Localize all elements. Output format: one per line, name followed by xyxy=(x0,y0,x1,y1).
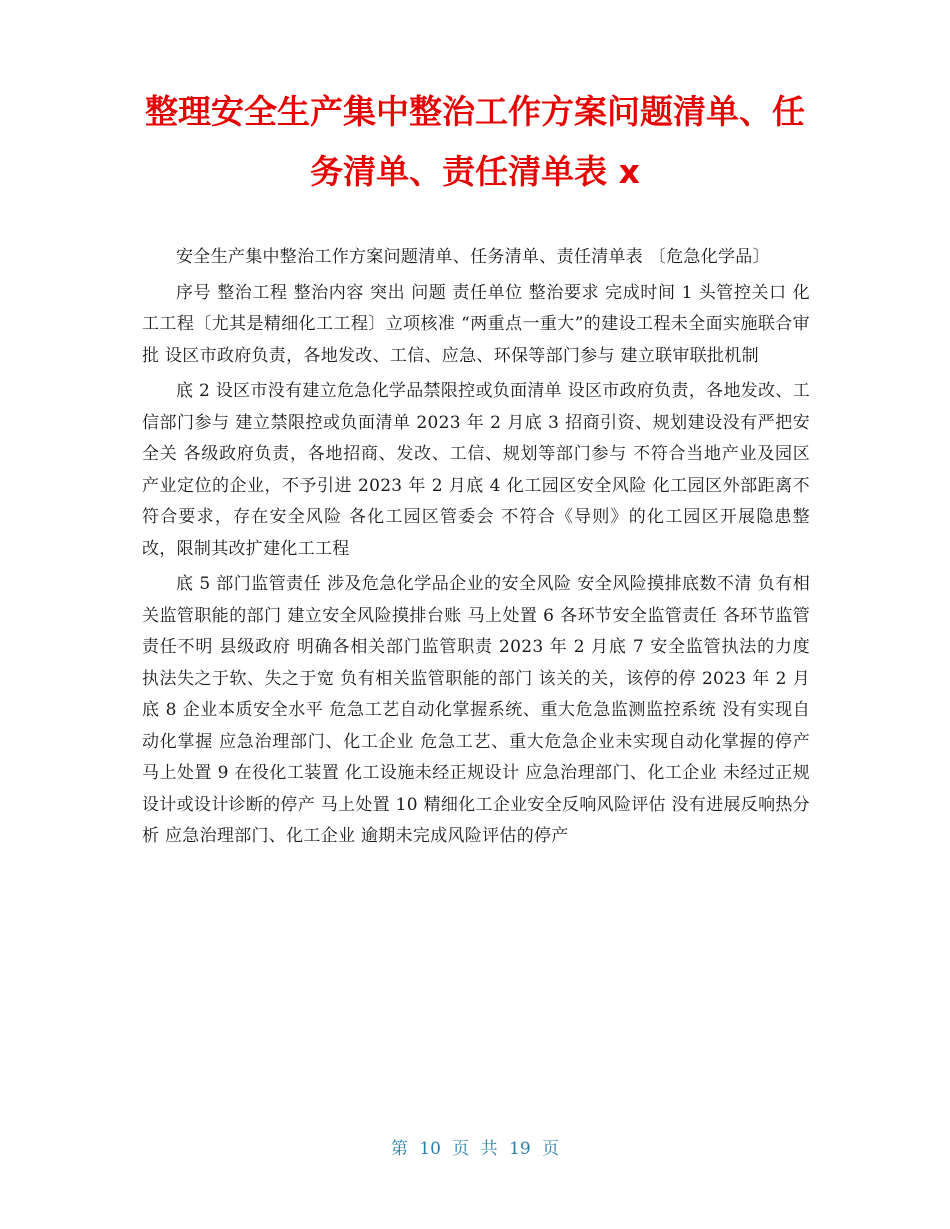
paragraph-subtitle: 安全生产集中整治工作方案问题清单、任务清单、责任清单表 〔危急化学品〕 xyxy=(176,247,770,267)
page-title: 整理安全生产集中整治工作方案问题清单、任务清单、责任清单表 x xyxy=(145,92,805,191)
paragraph-items-2-4: 底 2 设区市没有建立危急化学品禁限控或负面清单 设区市政府负责，各地发改、工信部门参与 建立禁限控或负面清单 2023 年 2 月底 3 招商引资、规划建设没有严把安全关 各级政府负责，各地招商、发改、工信、规划等部门参与 不符合当地产业及园区产业定位的企业，不予引进 2023 年 2 月底 4 化工园区安全风险 化工园区外部距离不符合要求，存在安全风险 各化工园区管委会 不符合《导则》的化工园区开展隐患整改，限制其改扩建化工工程 xyxy=(142,381,810,559)
paragraph-table-header: 序号 整治工程 整治内容 突出 问题 责任单位 整治要求 完成时间 1 头管控关口 化工工程〔尤其是精细化工工程〕立项核准 “两重点一重大”的建设工程未全面实施联合审批 设区市政府负责，各地发改、工信、应急、环保等部门参与 建立联审联批机制 xyxy=(142,282,810,366)
paragraph-items-5-10: 底 5 部门监管责任 涉及危急化学品企业的安全风险 安全风险摸排底数不清 负有相关监管职能的部门 建立安全风险摸排台账 马上处置 6 各环节安全监管责任 各环节监管责任不明 县级政府 明确各相关部门监管职责 2023 年 2 月底 7 安全监管执法的力度 执法失之于软、失之于宽 负有相关监管职能的部门 该关的关，该停的停 2023 年 2 月底 8 企业本质安全水平 危急工艺自动化掌握系统、重大危急监测监控系统 没有实现自动化掌握 应急治理部门、化工企业 危急工艺、重大危急企业未实现自动化掌握的停产 马上处置 9 在役化工装置 化工设施未经正规设计 应急治理部门、化工企业 未经过正规设计或设计诊断的停产 马上处置 10 精细化工企业安全反响风险评估 没有进展反响热分析 应急治理部门、化工企业 逾期未完成风险评估的停产 xyxy=(142,574,810,846)
page-number: 第 10 页 共 19 页 xyxy=(390,1139,560,1159)
document-body xyxy=(142,242,810,857)
